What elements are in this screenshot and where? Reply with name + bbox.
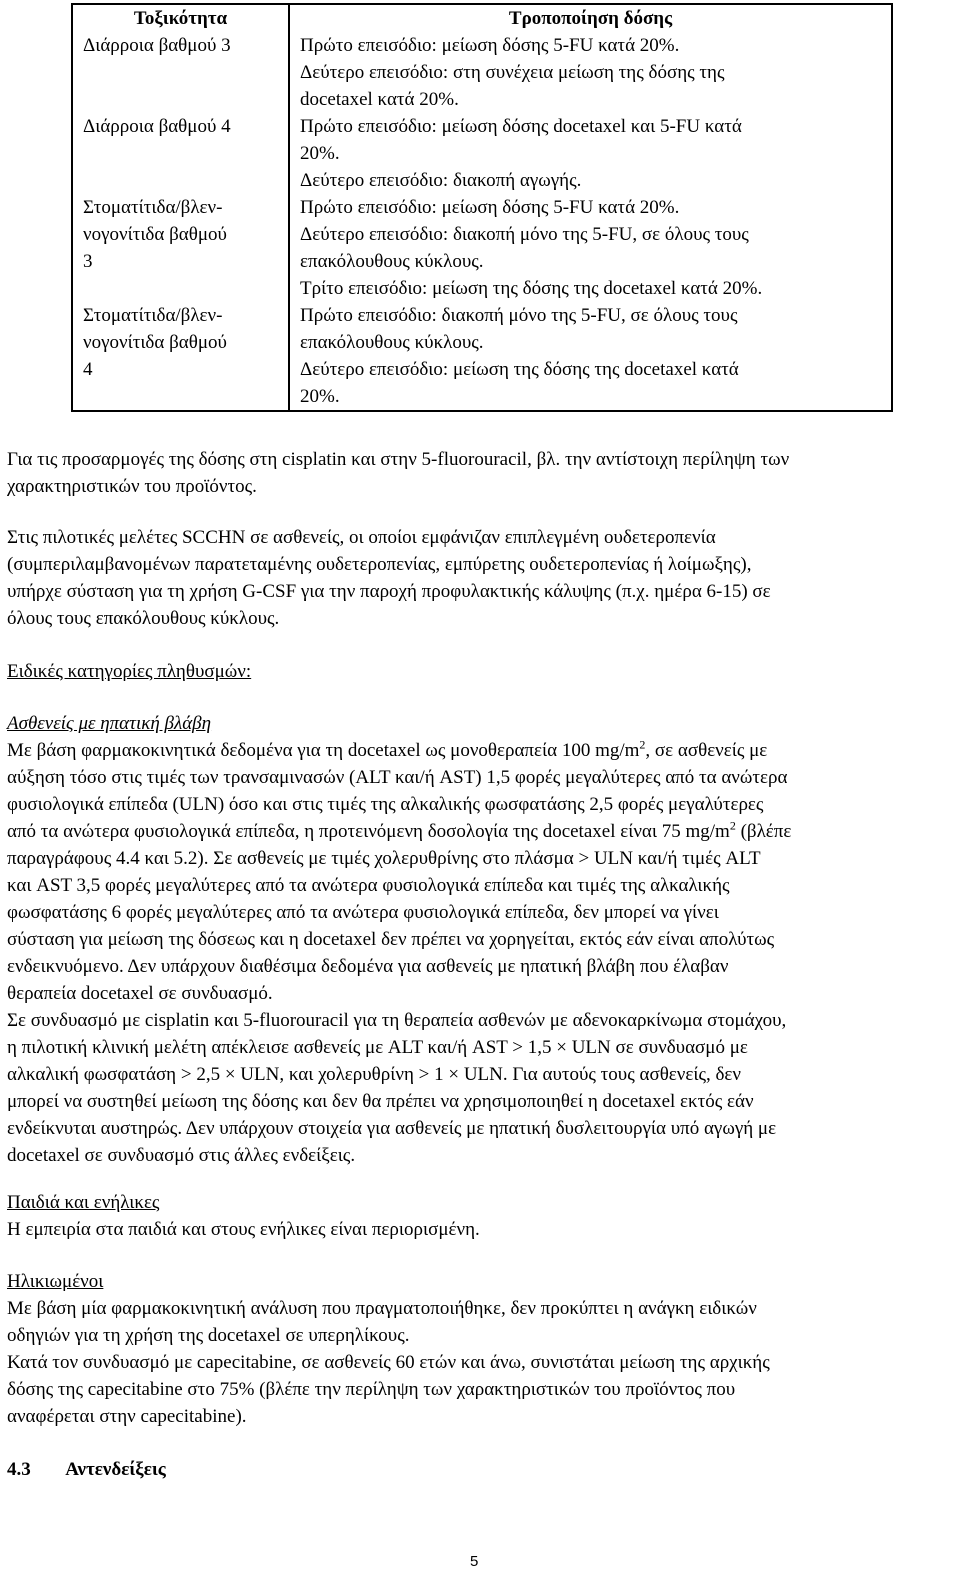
modification-cell [289,113,892,194]
cell-line: 20%. [300,143,340,164]
text-line: (συμπεριλαμβανομένων παρατεταμένης ουδετεροπενίας, εμπύρετης ουδετεροπενίας ή λοίμωξης), [7,554,752,575]
cell-line: 20%. [300,386,340,407]
text-fragment: Με βάση φαρμακοκινητικά δεδομένα για τη docetaxel ως μονοθεραπεία 100 mg/m [7,740,640,761]
toxicity-cell [72,194,289,302]
text-line: οδηγιών για τη χρήση της docetaxel σε υπερηλίκους. [7,1325,410,1346]
toxicity-cell [72,302,289,411]
paragraph-scchn [7,524,953,632]
section-number: 4.3 [7,1459,31,1480]
text-line: φωσφατάσης 6 φορές μεγαλύτερες από τα ανώτερα φυσιολογικά επίπεδα, δεν μπορεί να γίνει [7,902,719,923]
text-line: όλους τους επακόλουθους κύκλους. [7,608,280,629]
modification-cell [289,32,892,113]
cell-line: Πρώτο επεισόδιο: μείωση δόσης 5-FU κατά 20%. [300,35,680,56]
cell-line: επακόλουθους κύκλους. [300,251,484,272]
text-line: Η εμπειρία στα παιδιά και στους ενήλικες είναι περιορισμένη. [7,1219,480,1240]
text-line: υπήρχε σύσταση για τη χρήση G-CSF για την παροχή προφυλακτικής κάλυψης (π.χ. ημέρα 6-15) σε [7,581,771,602]
text-fragment: (βλέπε [735,821,792,842]
text-line: ενδείκνυται αυστηρώς. Δεν υπάρχουν στοιχεία για ασθενείς με ηπατική δυσλειτουργία υπό αγωγή με [7,1118,777,1139]
modification-cell [289,302,892,411]
text-line: η πιλοτική κλινική μελέτη απέκλεισε ασθενείς με ALT και/ή AST > 1,5 × ULN σε συνδυασμό με [7,1037,748,1058]
toxicity-cell [72,32,289,113]
cell-line: Δεύτερο επεισόδιο: διακοπή αγωγής. [300,170,582,191]
text-line: Κατά τον συνδυασμό με capecitabine, σε ασθενείς 60 ετών και άνω, συνιστάται μείωση της αρχικής [7,1352,770,1373]
dose-modification-table [71,3,893,412]
text-fragment: από τα ανώτερα φυσιολογικά επίπεδα, η προτεινόμενη δοσολογία της docetaxel είναι 75 mg/m [7,821,730,842]
elderly-section [7,1268,953,1430]
children-title: Παιδιά και ενήλικες [7,1192,160,1213]
cell-line: επακόλουθους κύκλους. [300,332,484,353]
cell-line: Πρώτο επεισόδιο: μείωση δόσης 5-FU κατά 20%. [300,197,680,218]
section-heading-contraindications [7,1456,953,1483]
text-line: σύσταση για μείωση της δόσεως και η docetaxel δεν πρέπει να χορηγείται, εκτός εάν είναι απολύτως [7,929,775,950]
elderly-title: Ηλικιωμένοι [7,1271,104,1292]
hepatic-impairment-section [7,710,953,1169]
modification-cell [289,194,892,302]
table-header-row [72,4,892,32]
text-line [7,737,953,764]
text-line: δόσης της capecitabine στο 75% (βλέπε την περίληψη των χαρακτηριστικών του προϊόντος που [7,1379,736,1400]
text-line: docetaxel σε συνδυασμό στις άλλες ενδείξεις. [7,1145,356,1166]
table-row [72,302,892,411]
text-line: μπορεί να συστηθεί μείωση της δόσης και δεν θα πρέπει να χρησιμοποιηθεί η docetaxel εκτός εάν [7,1091,754,1112]
hepatic-impairment-title: Ασθενείς με ηπατική βλάβη [7,713,212,734]
text-fragment: , σε ασθενείς με [645,740,768,761]
cell-line: docetaxel κατά 20%. [300,89,459,110]
text-line: χαρακτηριστικών του προϊόντος. [7,476,257,497]
text-line: ενδεικνυόμενο. Δεν υπάρχουν διαθέσιμα δεδομένα για ασθενείς με ηπατική βλάβη που έλαβαν [7,956,729,977]
page-number: 5 [470,1553,479,1570]
text-line: Για τις προσαρμογές της δόσης στη cisplatin και στην 5-fluorouracil, βλ. την αντίστοιχη περίληψη των [7,449,790,470]
cell-line: Πρώτο επεισόδιο: διακοπή μόνο της 5-FU, σε όλους τους [300,305,738,326]
cell-line: Δεύτερο επεισόδιο: μείωση της δόσης της docetaxel κατά [300,359,739,380]
text-line: αναφέρεται στην capecitabine). [7,1406,247,1427]
text-line [7,818,953,845]
table-row [72,113,892,194]
text-line: Στις πιλοτικές μελέτες SCCHN σε ασθενείς, οι οποίοι εμφάνιζαν επιπλεγμένη ουδετεροπενία [7,527,716,548]
text-line: Με βάση μία φαρμακοκινητική ανάλυση που πραγματοποιήθηκε, δεν προκύπτει η ανάγκη ειδικών [7,1298,757,1319]
text-line: Σε συνδυασμό με cisplatin και 5-fluorouracil για τη θεραπεία ασθενών με αδενοκαρκίνωμα στομάχου, [7,1010,787,1031]
text-line: θεραπεία docetaxel σε συνδυασμό. [7,983,273,1004]
special-populations-heading: Ειδικές κατηγορίες πληθυσμών: [7,661,252,682]
cell-line: Πρώτο επεισόδιο: μείωση δόσης docetaxel και 5-FU κατά [300,116,742,137]
text-line: αύξηση τόσο στις τιμές των τρανσαμινασών (ALT και/ή AST) 1,5 φορές μεγαλύτερες από τα ανώτερα [7,767,788,788]
header-dose-modification: Τροποποίηση δόσης [289,4,892,32]
cell-line: 4 [83,359,93,380]
header-toxicity: Τοξικότητα [133,8,228,29]
text-line: παραγράφους 4.4 και 5.2). Σε ασθενείς με τιμές χολερυθρίνης στο πλάσμα > ULN και/ή τιμές ALT [7,848,761,869]
superscript: 2 [729,818,736,833]
superscript: 2 [639,737,646,752]
text-line: αλκαλική φωσφατάση > 2,5 × ULN, και χολερυθρίνη > 1 × ULN. Για αυτούς τους ασθενείς, δεν [7,1064,741,1085]
cell-line: νογονίτιδα βαθμού [83,332,227,353]
cell-line: Στοματίτιδα/βλεν- [83,305,223,326]
cell-line: Τρίτο επεισόδιο: μείωση της δόσης της docetaxel κατά 20%. [300,278,763,299]
text-line: φυσιολογικά επίπεδα (ULN) όσο και στις τιμές της αλκαλικής φωσφατάσης 2,5 φορές μεγαλύτερες [7,794,764,815]
cell-line: Στοματίτιδα/βλεν- [83,197,223,218]
cell-line: Δεύτερο επεισόδιο: στη συνέχεια μείωση της δόσης της [300,62,725,83]
text-line: και AST 3,5 φορές μεγαλύτερες από τα ανώτερα φυσιολογικά επίπεδα και τιμές της αλκαλικής [7,875,730,896]
toxicity-cell [72,113,289,194]
cell-line: νογονίτιδα βαθμού [83,224,227,245]
cell-line: Διάρροια βαθμού 4 [83,116,231,137]
table-row [72,194,892,302]
cell-line: 3 [83,251,93,272]
children-section [7,1189,953,1243]
cell-line: Διάρροια βαθμού 3 [83,35,231,56]
table-row [72,32,892,113]
cell-line: Δεύτερο επεισόδιο: διακοπή μόνο της 5-FU, σε όλους τους [300,224,749,245]
paragraph-cisplatin-note [7,446,953,500]
section-title: Αντενδείξεις [65,1459,166,1480]
